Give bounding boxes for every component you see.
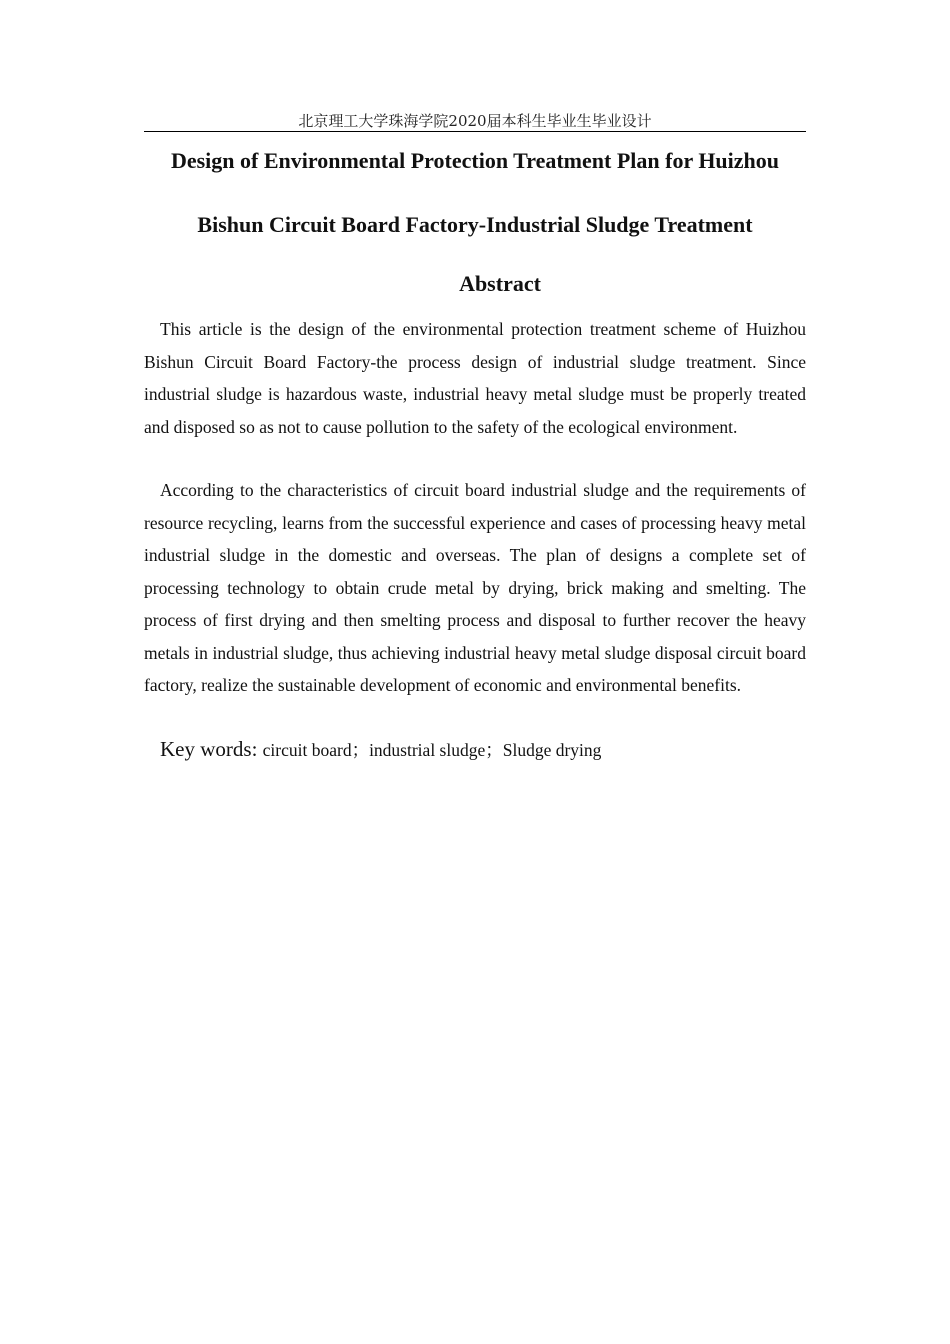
keywords-text: circuit board；industrial sludge；Sludge drying xyxy=(262,740,602,760)
thesis-title-line-1: Design of Environmental Protection Treatment Plan for Huizhou xyxy=(170,148,780,173)
keywords-label: Key words: xyxy=(160,737,263,761)
thesis-title-line-2: Bishun Circuit Board Factory-Industrial Sludge Treatment xyxy=(197,212,753,237)
keywords-line xyxy=(144,733,806,766)
running-header: 北京理工大学珠海学院2020届本科生毕业生毕业设计 xyxy=(298,112,652,130)
abstract-paragraph-2: According to the characteristics of circuit board industrial sludge and the requirements of resource recycling, learns from the successful experience and cases of processing heavy metal industrial sludge in the domestic and overseas. The plan of designs a complete set of processing technology to obtain crude metal by drying, brick making and smelting. The process of first drying and then smelting process and disposal to further recover the heavy metals in industrial sludge, thus achieving industrial heavy metal sludge disposal circuit board factory, realize the sustainable development of economic and environmental benefits. xyxy=(144,480,806,695)
abstract-heading: Abstract xyxy=(459,271,541,296)
abstract-paragraph-1: This article is the design of the environmental protection treatment scheme of Huizhou Bishun Circuit Board Factory-the process design of industrial sludge treatment. Since industrial sludge is hazardous waste, industrial heavy metal sludge must be properly treated and disposed so as not to cause pollution to the safety of the ecological environment. xyxy=(144,319,806,437)
header-rule xyxy=(144,131,806,132)
